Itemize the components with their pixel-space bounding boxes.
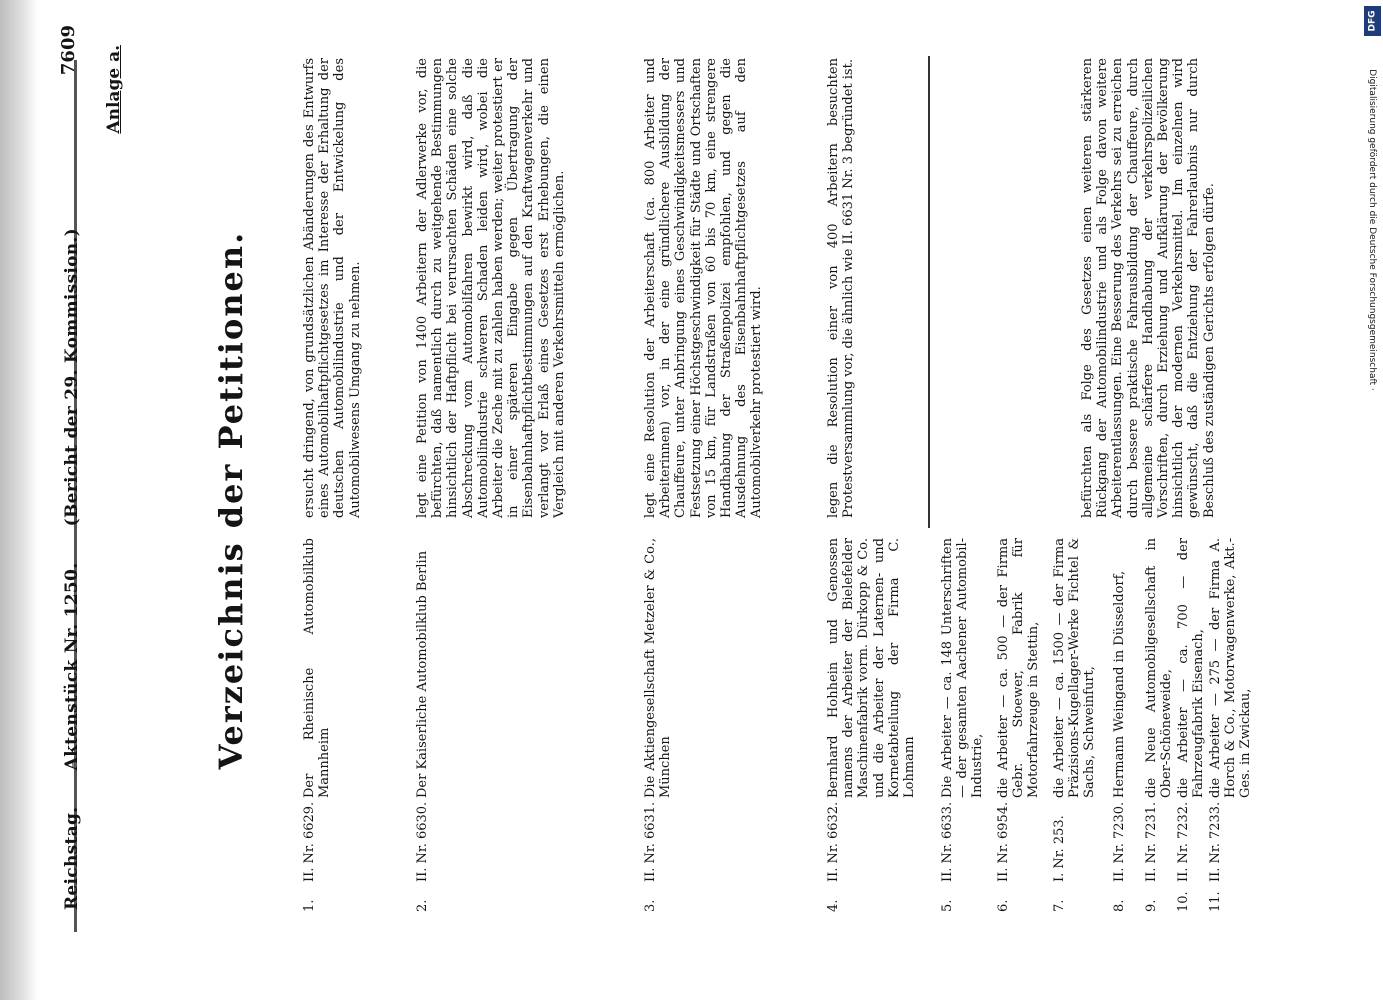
entry-number: 11. [1208,891,1223,912]
running-head-right: (Bericht der 29. Kommission.) [62,228,82,527]
running-head-middle: Aktenstück Nr. 1250. [62,562,82,771]
entry-number: 7. [1052,899,1067,912]
digitization-credit: Digitalisierung gefördert durch die Deutsche Forschungsgemeinschaft · [1367,69,1377,391]
document-page [40,0,1360,1000]
running-head [62,50,92,910]
entry-petitioner: Die Aktiengesellschaft Metzeler & Co., München [643,538,674,798]
entry-number: 8. [1112,899,1127,912]
entry-reference: II. Nr. 7233. [1208,801,1223,882]
dfg-logo: DFG [1364,6,1381,36]
entry-reference: II. Nr. 6632. [826,801,841,882]
digitization-sidebar [1362,0,1383,1000]
entry-number: 2. [415,899,430,912]
entry-number: 1. [302,899,317,912]
entry-petitioner: die Arbeiter — 275 — der Firma A. Horch & Co., Motorwagenwerke, Akt.-Ges. in Zwickau, [1208,538,1254,798]
appendix-label: Anlage a. [104,45,124,134]
entry-request: legt eine Petition von 1400 Arbeitern der Adlerwerke vor, die befürchten, daß namentlich durch zu weitgehende Bestimmungen hinsichtlich der Haftpflicht bei verursachten Schäden eine solche Abschreckung vom Automobilfahren bewirkt wird, daß die Automobilindustrie schweren Schaden leiden wird, wobei die Arbeiter die Zeche mit zu zahlen haben werden; weiter protestiert er in einer späteren Eingabe gegen Übertragung der Eisenbahnhaftpflichtbestimmungen auf den Kraftwagenverkehr und verlangt vor Erlaß eines Gesetzes erst Erhebungen, die einen Vergleich mit anderen Verkehrsmitteln ermöglichen. [415,58,567,518]
entry-petitioner: Die Arbeiter — ca. 148 Unterschriften — der gesamten Aachener Automobil-Industrie, [940,538,986,798]
entry-number: 3. [643,899,658,912]
entry-reference: II. Nr. 6630. [415,801,430,882]
entry-petitioner: Bernhard Hohhein und Genossen namens der Arbeiter der Bielefelder Maschinenfabrik vorm. Dürkopp & Co. und die Arbeiter der Laternen- und Kornetabteilung der Firma C. Lohmann [826,538,918,798]
rotated-page-content [40,0,1360,1000]
entry-petitioner: Der Rheinische Automobilklub Mannheim [302,538,333,798]
entry-request: legen die Resolution einer von 400 Arbeitern besuchten Protestversammlung vor, die ähnlich wie II. 6631 Nr. 3 begründet ist. [826,58,857,518]
entry-reference: II. Nr. 6633. [940,801,955,882]
entry-reference: II. Nr. 6629. [302,801,317,882]
entry-petitioner: Der Kaiserliche Automobilklub Berlin [415,550,430,798]
entry-petitioner: die Arbeiter — ca. 1500 — der Firma Präzisions-Kugellager-Werke Fichtel & Sachs, Schweinfurt, [1052,538,1098,798]
entry-reference: I. Nr. 253. [1052,815,1067,882]
group-request: befürchten als Folge des Gesetzes einen weiteren stärkeren Rückgang der Automobilindustrie und als Folge davon weitere Arbeiterentlassungen. Eine Besserung des Verkehrs sei zu erreichen durch bessere praktische Fahrausbildung der Chauffeure, durch allgemeine schärfere Handhabung der verkehrspolizeilichen Vorschriften, durch Erziehung und Aufklärung der Bevölkerung hinsichtlich der modernen Verkehrsmittel. Im einzelnen wird gewünscht, daß die Entziehung der Fahrerlaubnis nur durch Beschluß des zuständigen Gerichts erfolgen dürfe. [1080,58,1217,518]
entry-number: 9. [1144,899,1159,912]
entry-petitioner: die Arbeiter — ca. 500 — der Firma Gebr. Stoewer, Fabrik für Motorfahrzeuge in Stettin, [996,538,1042,798]
entry-reference: II. Nr. 6954. [996,801,1011,882]
entry-petitioner: die Neue Automobilgesellschaft in Ober-Schöneweide, [1144,538,1175,798]
entry-reference: II. Nr. 7232. [1176,801,1191,882]
entry-number: 10. [1176,891,1191,912]
entry-number: 5. [940,899,955,912]
page-title: Verzeichnis der Petitionen. [212,230,250,770]
entry-number: 4. [826,899,841,912]
entry-petitioner: Hermann Weingand in Düsseldorf, [1112,570,1127,798]
group-bracket-line [928,56,930,528]
entry-reference: II. Nr. 6631. [643,801,658,882]
entry-reference: II. Nr. 7230. [1112,801,1127,882]
scan-edge-shadow [0,0,38,1000]
entry-reference: II. Nr. 7231. [1144,801,1159,882]
running-head-left: Reichstag. [62,806,82,910]
entry-request: ersucht dringend, von grundsätzlichen Abänderungen des Entwurfs eines Automobilhaftpflichtgesetzes im Interesse der Erhaltung der deutschen Automobilindustrie und der Entwickelung des Automobilwesens Umgang zu nehmen. [302,58,363,518]
entry-number: 6. [996,899,1011,912]
entry-petitioner: die Arbeiter — ca. 700 — der Fahrzeugfabrik Eisenach, [1176,538,1207,798]
page-number: 7609 [58,25,79,76]
entry-request: legt eine Resolution der Arbeiterschaft (ca. 800 Arbeiter und Arbeiterinnen) vor, in der eine gründlichere Ausbildung der Chauffeure, unter Anbringung eines Geschwindigkeitsmessers und Festsetzung einer Höchstgeschwindigkeit für Städte und Ortschaften von 15 km, für Landstraßen von 60 bis 70 km, eine strengere Handhabung der Straßenpolizei empfohlen, und gegen die Ausdehnung des Eisenbahnhaftpflichtgesetzes auf den Automobilverkehr protestiert wird. [643,58,765,518]
